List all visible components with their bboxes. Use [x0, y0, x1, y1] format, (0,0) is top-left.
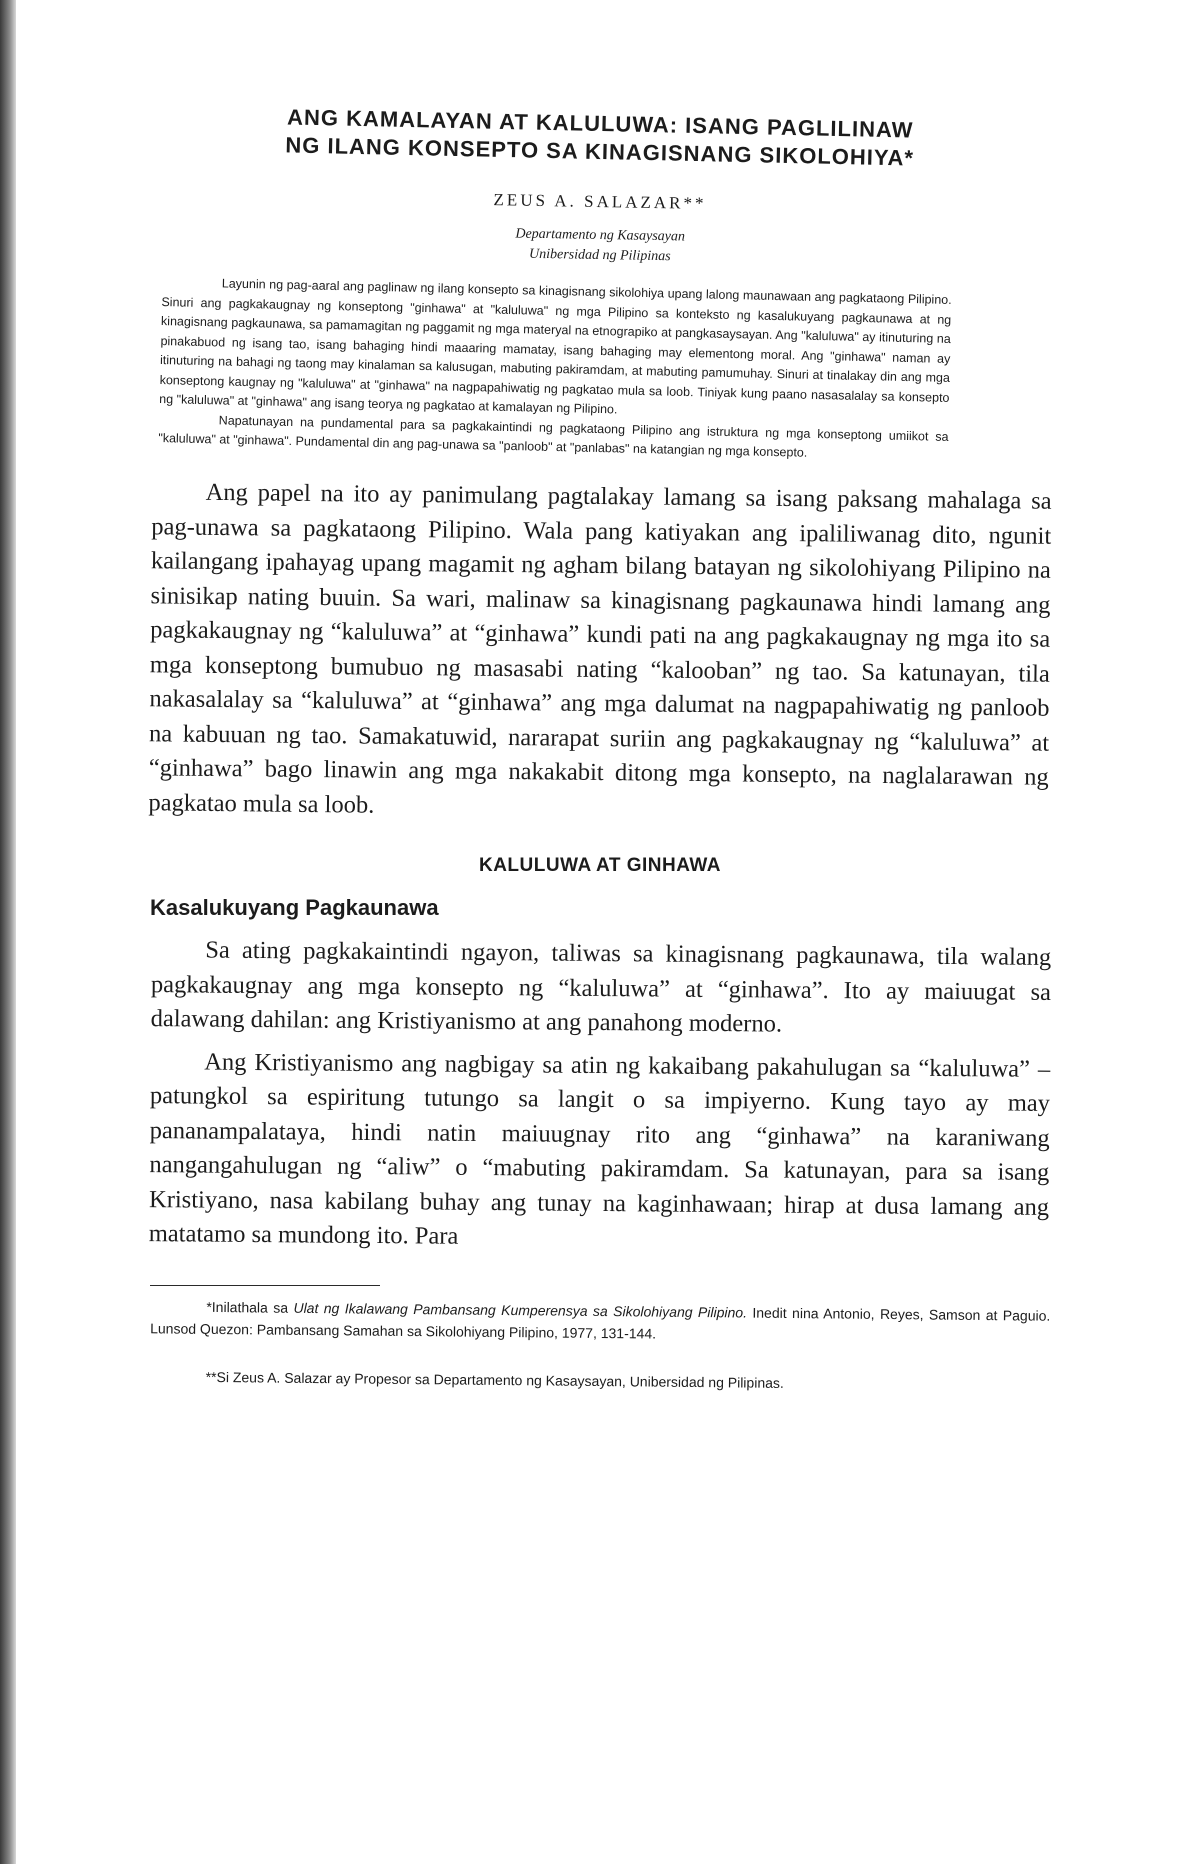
intro-paragraph: Ang papel na ito ay panimulang pagtalakay lamang sa isang paksang mahalaga sa pag-unawa sa pagkataong Pilipino. Wala pang katiyakan ang ipaliliwanag dito, ngunit kailangang ipahayag upang magamit ng agham bilang batayan ng sikolohiyang Pilipino na sinisikap nating buuin. Sa wari, malinaw sa kinagisnang pagkaunawa hindi lamang ang pagkakaugnay ng “kaluluwa” at “ginhawa” kundi pati na ang pagkakaugnay ng mga ito sa mga konseptong bumubuo ng masasabi nating “kalooban” ng tao. Sa katunayan, tila nakasalalay sa “kaluluwa” at “ginhawa” ang mga dalumat na nagpapahiwatig ng panloob na kabuuan ng tao. Samakatuwid, nararapat suriin ang pagkakaugnay ng “kaluluwa” at “ginhawa” bago linawin ang mga nakakabit ditong mga konsepto, na naglalarawan ng pagkatao mula sa loob. [148, 478, 1052, 818]
subsection-heading: Kasalukuyang Pagkaunawa [150, 894, 439, 920]
footnotes [150, 1295, 1051, 1396]
body-paragraph: Sa ating pagkakaintindi ngayon, taliwas sa kinagisnang pagkaunawa, tila walang pagkakaugnay ang mga konsepto ng “kaluluwa” at “ginhawa”. Ito ay maiuugat sa dalawang dahilan: ang Kristiyanismo at ang panahong moderno. [150, 936, 1052, 1038]
affiliation-department: Departamento ng Kasaysayan [515, 226, 686, 245]
footnote-prefix: *Inilathala sa [206, 1298, 294, 1316]
footnote-author: **Si Zeus A. Salazar ay Propesor sa Departamento ng Kasaysayan, Unibersidad ng Pilipinas. [205, 1368, 784, 1391]
abstract [158, 273, 952, 466]
intro-section [148, 475, 1052, 829]
footnote-divider [150, 1285, 380, 1286]
book-spine-shadow [0, 0, 16, 1864]
author-name: ZEUS A. SALAZAR** [493, 190, 707, 213]
abstract-paragraph: Napatunayan na pundamental para sa pagkakaintindi ng pagkataong Pilipino ang istruktura ng mga konseptong umiikot sa "kaluluwa" at "ginhawa". Pundamental din ang pag-unawa sa "panloob" at "panlabas" na katangian ng mga konsepto. [158, 412, 949, 460]
author-affiliation [150, 218, 1051, 274]
abstract-paragraph: Layunin ng pag-aaral ang paglinaw ng ilang konsepto sa kinagisnang sikolohiya upang lalong maunawaan ang pagkataong Pilipino. Sinuri ang pagkakaugnay ng konseptong "ginhawa" at "kaluluwa" ng mga Pilipino sa konteksto ng kasalukuyang pagkaunawa at ng kinagisnang pagkaunawa, sa pamamagitan ng paggamit ng mga materyal na etnograpiko at pangkasaysayan. Ang "kaluluwa" ay itinuturing na pinakabuod ng isang tao, isang bahaging hindi maaaring mamatay, isang bahaging may elementong moral. Ang "ginhawa" naman ay itinuturing na bahagi ng taong may kinalaman sa kalusugan, mabuting pakiramdam, at mabuting pamumuhay. Sinuri at tinalakay din ang mga konseptong kaugnay ng "kaluluwa" at "ginhawa" na nagpapahiwatig ng pagkatao mula sa loob. Tiniyak kung paano nasasalalay sa konsepto ng "kaluluwa" at "ginhawa" ang isang teorya ng pagkatao at kamalayan ng Pilipino. [159, 276, 952, 417]
section-heading: KALULUWA AT GINHAWA [478, 854, 722, 876]
document-page [148, 104, 1052, 1418]
section-body [149, 933, 1052, 1259]
affiliation-university: Unibersidad ng Pilipinas [528, 246, 671, 265]
body-paragraph: Ang Kristiyanismo ang nagbigay sa atin ng kakaibang pakahulugan sa “kaluluwa” – patungkol sa espiritung tutungo sa langit o sa impiyerno. Kung tayo ay may pananampalataya, hindi natin maiuugnay rito ang “ginhawa” na karaniwang nangangahulugan ng “aliw” o “mabuting pakiramdam. Sa katunayan, para sa isang Kristiyano, nasa kabilang buhay ang tunay na kaginhawaan; hirap at dusa lamang ang matatamo sa mundong ito. Para [148, 1047, 1051, 1250]
footnote-source-title: Ulat ng Ikalawang Pambansang Kumperensya sa Sikolohiyang Pilipino. [293, 1299, 748, 1321]
footnote-publication [150, 1295, 1050, 1348]
title-line-2: NG ILANG KONSEPTO SA KINAGISNANG SIKOLOHIYA* [285, 132, 915, 171]
footnote-details: Inedit nina Antonio, Reyes, Samson at Paguio. Lunsod Quezon: Pambansang Samahan sa Sikolohiyang Pilipino, 1977, 131-144. [150, 1304, 1051, 1342]
article-title [150, 101, 1051, 176]
title-line-1: ANG KAMALAYAN AT KALULUWA: ISANG PAGLILINAW [286, 104, 914, 143]
